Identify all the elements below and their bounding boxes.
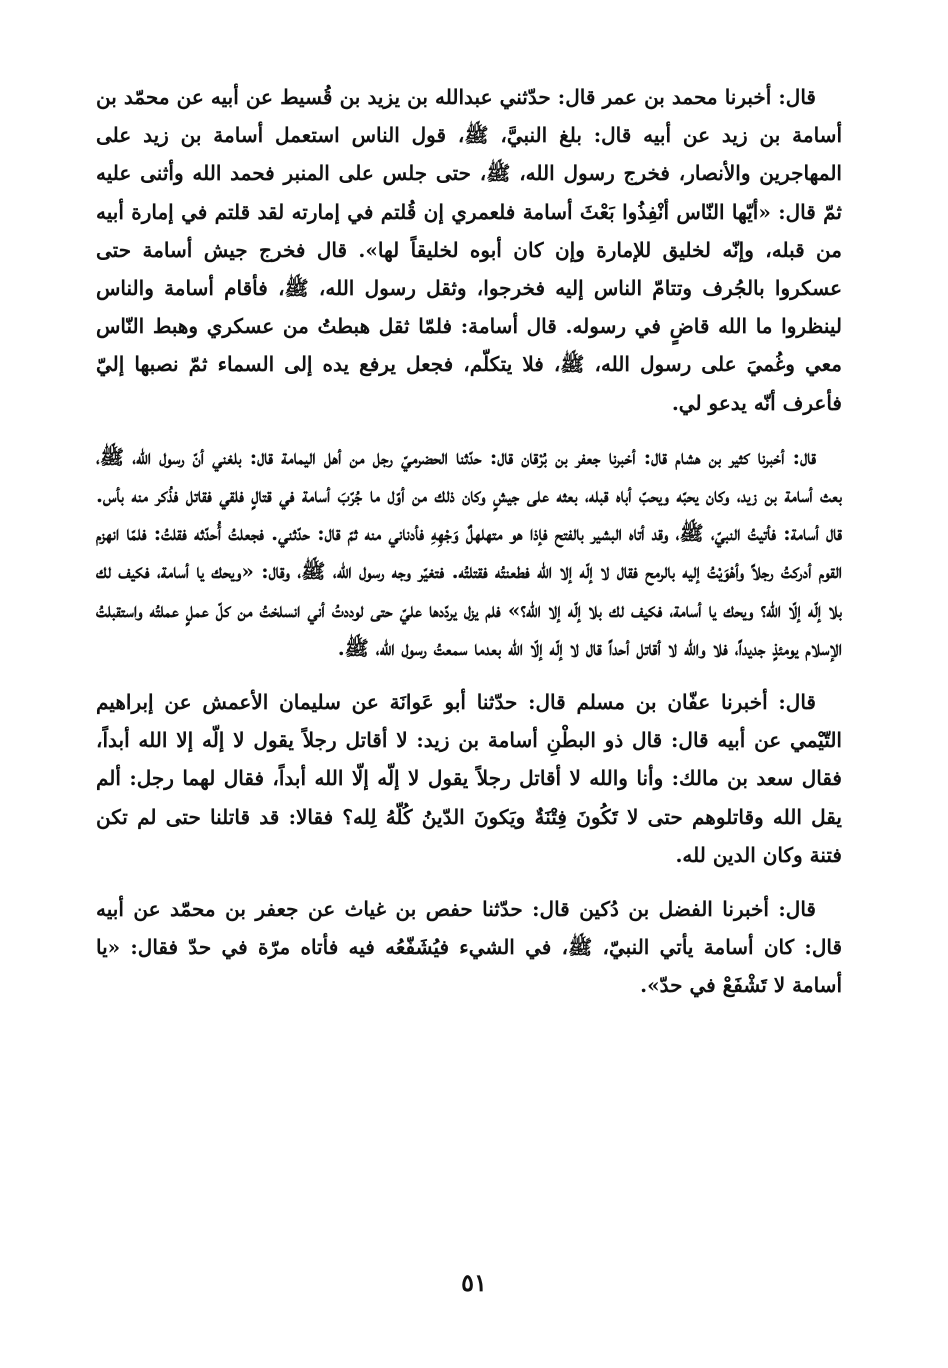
page-number: ٥١ [461, 1268, 487, 1297]
page-body [96, 78, 842, 1021]
paragraph-3: قال: أخبرنا عفّان بن مسلم قال: حدّثنا أبو عَوانَة عن سليمان الأعمش عن إبراهيم التّيْمي عن أبيه قال: قال ذو البطْنِ أسامة بن زيد: لا أقاتل رجلاً يقول لا إلّه إلا الله أبداً، فقال سعد بن مالك: وأنا والله لا أقاتل رجلاً يقول لا إلّه إلّا الله أبداً، فقال لهما رجل: ألم يقل الله وقاتلوهم حتى لا تَكُونَ فِتْنَةٌ ويَكونَ الدّينُ كُلّهُ لِله؟ فقالا: قد قاتلنا حتى لم تكن فتنة وكان الدين لله. [96, 690, 842, 867]
paragraph-4: قال: أخبرنا الفضل بن دُكين قال: حدّثنا حفص بن غياث عن جعفر بن محمّد عن أبيه قال: كان أسامة يأتي النبيّ، ﷺ، في الشيء فيُشَفّعُه فيه فأتاه مرّة في حدّ فقال: «يا أسامة لا تَشْفَعْ في حدّ». [96, 897, 842, 998]
paragraph-2: قال: أخبرنا كثير بن هشام قال: أخبرنا جعفر بن بُرْقان قال: حدّثنا الحضرميّ رجل من أهل اليمامة قال: بلغني أنّ رسول الله، ﷺ، بعث أسامة بن زيد، وكان يحبّه ويحبّ أباه قبله، بعثه على جيشٍ وكان ذلك من أوّل ما جُرّبَ أسامة في قتالٍ فلقي فقاتل فذُكر منه بأس. قال أسامة: فأتيتُ النبيّ، ﷺ، وقد أتاه البشير بالفتح فإذا هو متهلهلٌ وَجْهِهِ فأدناني منه ثمّ قال: حدّثني. فجعلتُ أُحدّثه فقلتُ: فلمّا انهزم القوم أدركتُ رجلاً وأهْوَيْتُ إليه بالرمح فقال لا إلّه إلا الله فطعنتُه فقتلتُه. فتغيّر وجه رسول الله، ﷺ، وقال: «ويحك يا أسامة، فكيف لك بلا إلّه إلّا الله؟ ويحك يا أسامة، فكيف لك بلا إلّه إلا الله؟» فلم يزل يردّدها عليّ حتى لوددتُ أني انسلختُ من كلّ عملٍ عملتُه واستقبلتُ الإسلام يومئذٍ جديداً، فلا والله لا أقاتل أحداً قال لا إلّه إلّا الله بعدما سمعتُ رسول الله، ﷺ. [96, 444, 842, 660]
paragraph-1: قال: أخبرنا محمد بن عمر قال: حدّثني عبدالله بن يزيد بن قُسيط عن أبيه عن محمّد بن أسامة بن زيد عن أبيه قال: بلغ النبيَّ، ﷺ، قول الناس استعمل أسامة بن زيد على المهاجرين والأنصار، فخرج رسول الله، ﷺ، حتى جلس على المنبر فحمد الله وأثنى عليه ثمّ قال: «أيّها النّاس أنْفِذُوا بَعْثَ أسامة فلعمري إن قُلتم في إمارته لقد قلتم في إمارة أبيه من قبله، وإنّه لخليق للإمارة وإن كان أبوه لخليقاً لها». قال فخرج جيش أسامة حتى عسكروا بالجُرف وتتامّ الناس إليه فخرجوا، وثقل رسول الله، ﷺ، فأقام أسامة والناس لينظروا ما الله قاضٍ في رسوله. قال أسامة: فلمّا ثقل هبطتُ من عسكري وهبط النّاس معي وغُميَ على رسول الله، ﷺ، فلا يتكلّم، فجعل يرفع يده إلى السماء ثمّ نصبها إليّ فأعرف أنّه يدعو لي. [96, 85, 842, 415]
